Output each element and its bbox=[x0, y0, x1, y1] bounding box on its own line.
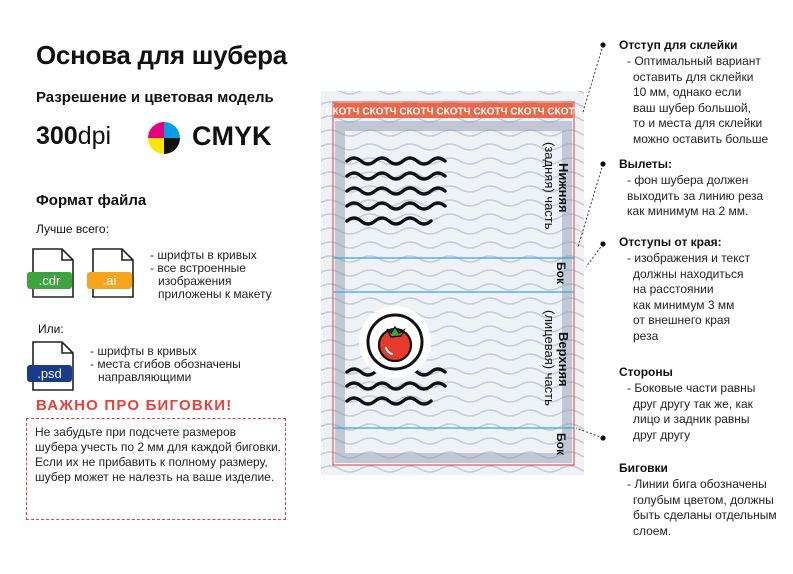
top-part-sublabel: (лицевая) часть bbox=[542, 310, 557, 406]
side-label: Бок bbox=[554, 262, 568, 284]
annotation-line: выходить за линию реза bbox=[627, 188, 764, 203]
annotation-line: как минимум на 2 мм. bbox=[627, 204, 749, 218]
annotation-line: - Линии бига обозначены bbox=[627, 477, 767, 491]
annotation-line: - Оптимальный вариант bbox=[627, 54, 761, 68]
tomato-logo-icon bbox=[359, 306, 431, 378]
top-part-label: Верхняя bbox=[556, 332, 571, 387]
annotation-bleed bbox=[619, 157, 763, 220]
note-line: - все встроенные bbox=[150, 261, 246, 275]
annotation-line: 10 мм, однако если bbox=[633, 85, 742, 99]
bottom-part-label: Нижняя bbox=[556, 163, 571, 213]
resolution-heading: Разрешение и цветовая модель bbox=[36, 89, 274, 106]
annotation-line: - Боковые части равны bbox=[627, 381, 756, 395]
annotation-folds bbox=[619, 461, 777, 539]
annotation-title: Отступы от края: bbox=[619, 235, 722, 249]
annotation-line: от внешнего края bbox=[633, 313, 731, 327]
annotation-line: - изображения и текст bbox=[627, 251, 751, 265]
dpi-unit: dpi bbox=[77, 122, 112, 150]
leader-dots bbox=[600, 42, 605, 440]
warning-title: ВАЖНО ПРО БИГОВКИ! bbox=[36, 397, 233, 414]
note-line: приложены к макету bbox=[158, 287, 272, 301]
tape-text: СКОТЧ СКОТЧ СКОТЧ СКОТЧ СКОТЧ СКОТЧ СКОТЧ bbox=[325, 106, 582, 118]
annotation-line: на расстоянии bbox=[633, 282, 714, 296]
best-label: Лучше всего: bbox=[36, 222, 109, 236]
annotation-glue bbox=[619, 38, 768, 147]
annotation-sides bbox=[619, 365, 755, 443]
warning-line: шубера учесть по 2 мм для каждой биговки. bbox=[35, 440, 281, 454]
bottom-part-sublabel: (задняя) часть bbox=[542, 142, 557, 230]
annotation-line: быть сделаны отдельным bbox=[633, 508, 777, 522]
annotation-line: слоем. bbox=[633, 523, 672, 538]
annotation-line: то и места для склейки bbox=[633, 116, 763, 130]
annotation-line: ваш шубер большой, bbox=[633, 100, 751, 115]
annotation-margins bbox=[619, 235, 750, 344]
annotation-line: как минимум 3 мм bbox=[633, 297, 735, 312]
annotation-line: должны находиться bbox=[633, 266, 744, 281]
note-line: изображения bbox=[158, 274, 232, 288]
annotation-line: реза bbox=[633, 328, 659, 343]
dpi-number: 300 bbox=[36, 122, 78, 150]
warning-line: Не забудьте при подсчете размеров bbox=[35, 425, 236, 439]
annotation-line: друг другу так же, как bbox=[633, 396, 753, 411]
color-model: CMYK bbox=[192, 121, 272, 151]
annotation-line: лицо и задник равны bbox=[633, 412, 750, 426]
annotation-line: можно оставить больше bbox=[633, 131, 769, 146]
warning-line: Если их не прибавить к полному размеру, bbox=[35, 455, 268, 469]
note-line: - шрифты в кривых bbox=[90, 344, 197, 358]
annotation-title: Отступ для склейки bbox=[619, 38, 738, 52]
annotation-line: друг другу bbox=[633, 427, 691, 442]
annotation-line: оставить для склейки bbox=[633, 69, 754, 84]
note-line: направляющими bbox=[98, 370, 192, 384]
or-label: Или: bbox=[38, 322, 64, 336]
psd-badge: .psd bbox=[27, 365, 72, 382]
annotation-line: - фон шубера должен bbox=[627, 173, 749, 187]
cdr-badge: .cdr bbox=[27, 272, 72, 289]
side-label-2: Бок bbox=[554, 433, 568, 455]
note-line: - места сгибов обозначены bbox=[90, 357, 241, 371]
file-format-heading: Формат файла bbox=[36, 192, 147, 209]
annotation-line: голубым цветом, должны bbox=[633, 492, 774, 507]
note-line: - шрифты в кривых bbox=[150, 248, 257, 262]
annotation-title: Биговки bbox=[619, 461, 668, 475]
page-title: Основа для шубера bbox=[36, 40, 287, 70]
annotation-title: Стороны bbox=[619, 365, 673, 379]
annotation-title: Вылеты: bbox=[619, 157, 673, 171]
ai-badge: .ai bbox=[87, 272, 132, 289]
warning-line: шубер может не налезть на ваше изделие. bbox=[35, 470, 275, 484]
